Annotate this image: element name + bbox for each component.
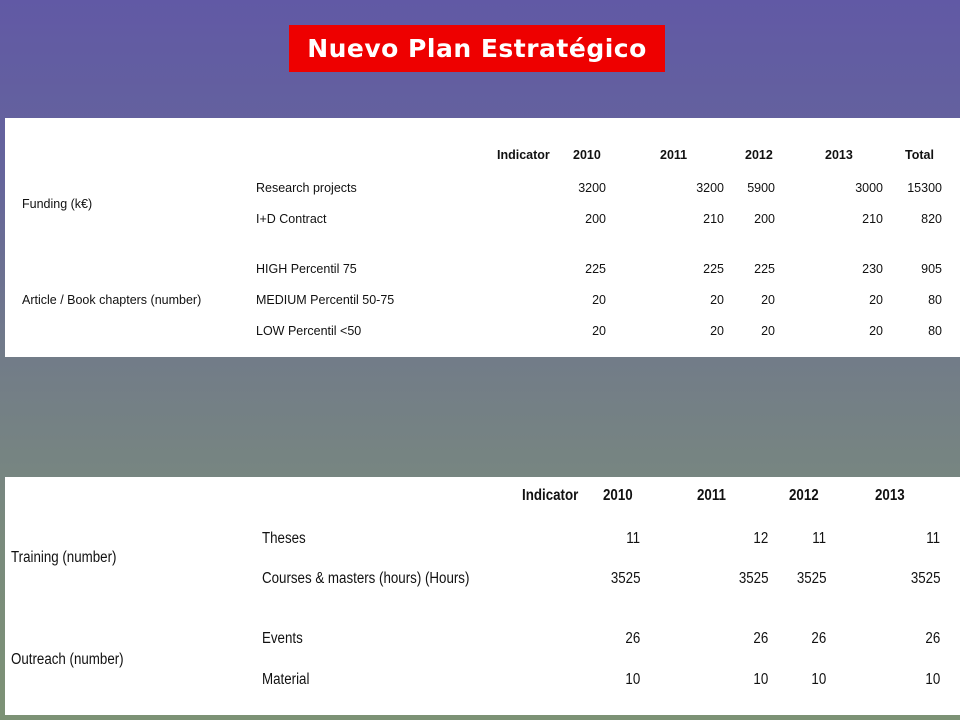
cell-material-2011: 10 bbox=[753, 671, 768, 688]
cell-high-2013: 230 bbox=[862, 262, 883, 276]
cell-courses-2011: 3525 bbox=[738, 570, 768, 587]
cell-medium-2013: 20 bbox=[869, 293, 883, 307]
cell-events-2013: 26 bbox=[925, 630, 940, 647]
row-label-research-projects: Research projects bbox=[256, 181, 357, 195]
cell-courses-2010: 3525 bbox=[610, 570, 640, 587]
header-2010: 2010 bbox=[573, 148, 601, 162]
cell-research-2010: 3200 bbox=[578, 181, 606, 195]
cell-medium-2012: 20 bbox=[761, 293, 775, 307]
row-label-theses: Theses bbox=[262, 530, 306, 547]
group-label-funding: Funding (k€) bbox=[22, 197, 93, 211]
cell-high-2010: 225 bbox=[585, 262, 606, 276]
header-total: Total bbox=[905, 148, 934, 162]
cell-low-2011: 20 bbox=[710, 324, 724, 338]
header-2011: 2011 bbox=[697, 487, 726, 504]
cell-theses-2010: 11 bbox=[626, 530, 640, 547]
strategic-plan-table-training-outreach bbox=[5, 477, 960, 715]
cell-research-2012: 5900 bbox=[747, 181, 775, 195]
cell-contract-2010: 200 bbox=[585, 212, 606, 226]
cell-material-2010: 10 bbox=[625, 671, 640, 688]
row-label-id-contract: I+D Contract bbox=[256, 212, 327, 226]
cell-theses-2013: 11 bbox=[926, 530, 940, 547]
cell-medium-total: 80 bbox=[928, 293, 942, 307]
group-label-outreach: Outreach (number) bbox=[11, 651, 124, 668]
row-label-high-percentil: HIGH Percentil 75 bbox=[256, 262, 357, 276]
cell-courses-2013: 3525 bbox=[910, 570, 940, 587]
cell-low-2013: 20 bbox=[869, 324, 883, 338]
cell-medium-2010: 20 bbox=[592, 293, 606, 307]
cell-theses-2012: 11 bbox=[812, 530, 826, 547]
cell-research-2011: 3200 bbox=[696, 181, 724, 195]
page-title: Nuevo Plan Estratégico bbox=[289, 25, 665, 72]
cell-contract-2013: 210 bbox=[862, 212, 883, 226]
group-label-articles: Article / Book chapters (number) bbox=[22, 293, 202, 307]
row-label-low-percentil: LOW Percentil <50 bbox=[256, 324, 362, 338]
header-indicator: Indicator bbox=[497, 148, 550, 162]
header-2010: 2010 bbox=[603, 487, 633, 504]
cell-contract-total: 820 bbox=[921, 212, 942, 226]
cell-contract-2012: 200 bbox=[754, 212, 775, 226]
cell-research-total: 15300 bbox=[907, 181, 942, 195]
cell-low-total: 80 bbox=[928, 324, 942, 338]
cell-events-2012: 26 bbox=[811, 630, 826, 647]
cell-theses-2011: 12 bbox=[753, 530, 768, 547]
cell-courses-2012: 3525 bbox=[796, 570, 826, 587]
cell-contract-2011: 210 bbox=[703, 212, 724, 226]
cell-material-2012: 10 bbox=[811, 671, 826, 688]
header-2013: 2013 bbox=[875, 487, 905, 504]
cell-high-2011: 225 bbox=[703, 262, 724, 276]
cell-medium-2011: 20 bbox=[710, 293, 724, 307]
cell-low-2010: 20 bbox=[592, 324, 606, 338]
row-label-material: Material bbox=[262, 671, 310, 688]
row-label-medium-percentil: MEDIUM Percentil 50-75 bbox=[256, 293, 395, 307]
cell-material-2013: 10 bbox=[925, 671, 940, 688]
group-label-training: Training (number) bbox=[11, 549, 117, 566]
cell-low-2012: 20 bbox=[761, 324, 775, 338]
header-indicator: Indicator bbox=[522, 487, 579, 504]
cell-events-2011: 26 bbox=[753, 630, 768, 647]
cell-high-total: 905 bbox=[921, 262, 942, 276]
header-2013: 2013 bbox=[825, 148, 853, 162]
cell-research-2013: 3000 bbox=[855, 181, 883, 195]
header-2011: 2011 bbox=[660, 148, 688, 162]
row-label-courses-masters: Courses & masters (hours) (Hours) bbox=[262, 570, 470, 587]
header-2012: 2012 bbox=[789, 487, 819, 504]
cell-events-2010: 26 bbox=[625, 630, 640, 647]
cell-high-2012: 225 bbox=[754, 262, 775, 276]
strategic-plan-table-funding-articles bbox=[5, 118, 960, 357]
header-2012: 2012 bbox=[745, 148, 773, 162]
row-label-events: Events bbox=[262, 630, 303, 647]
